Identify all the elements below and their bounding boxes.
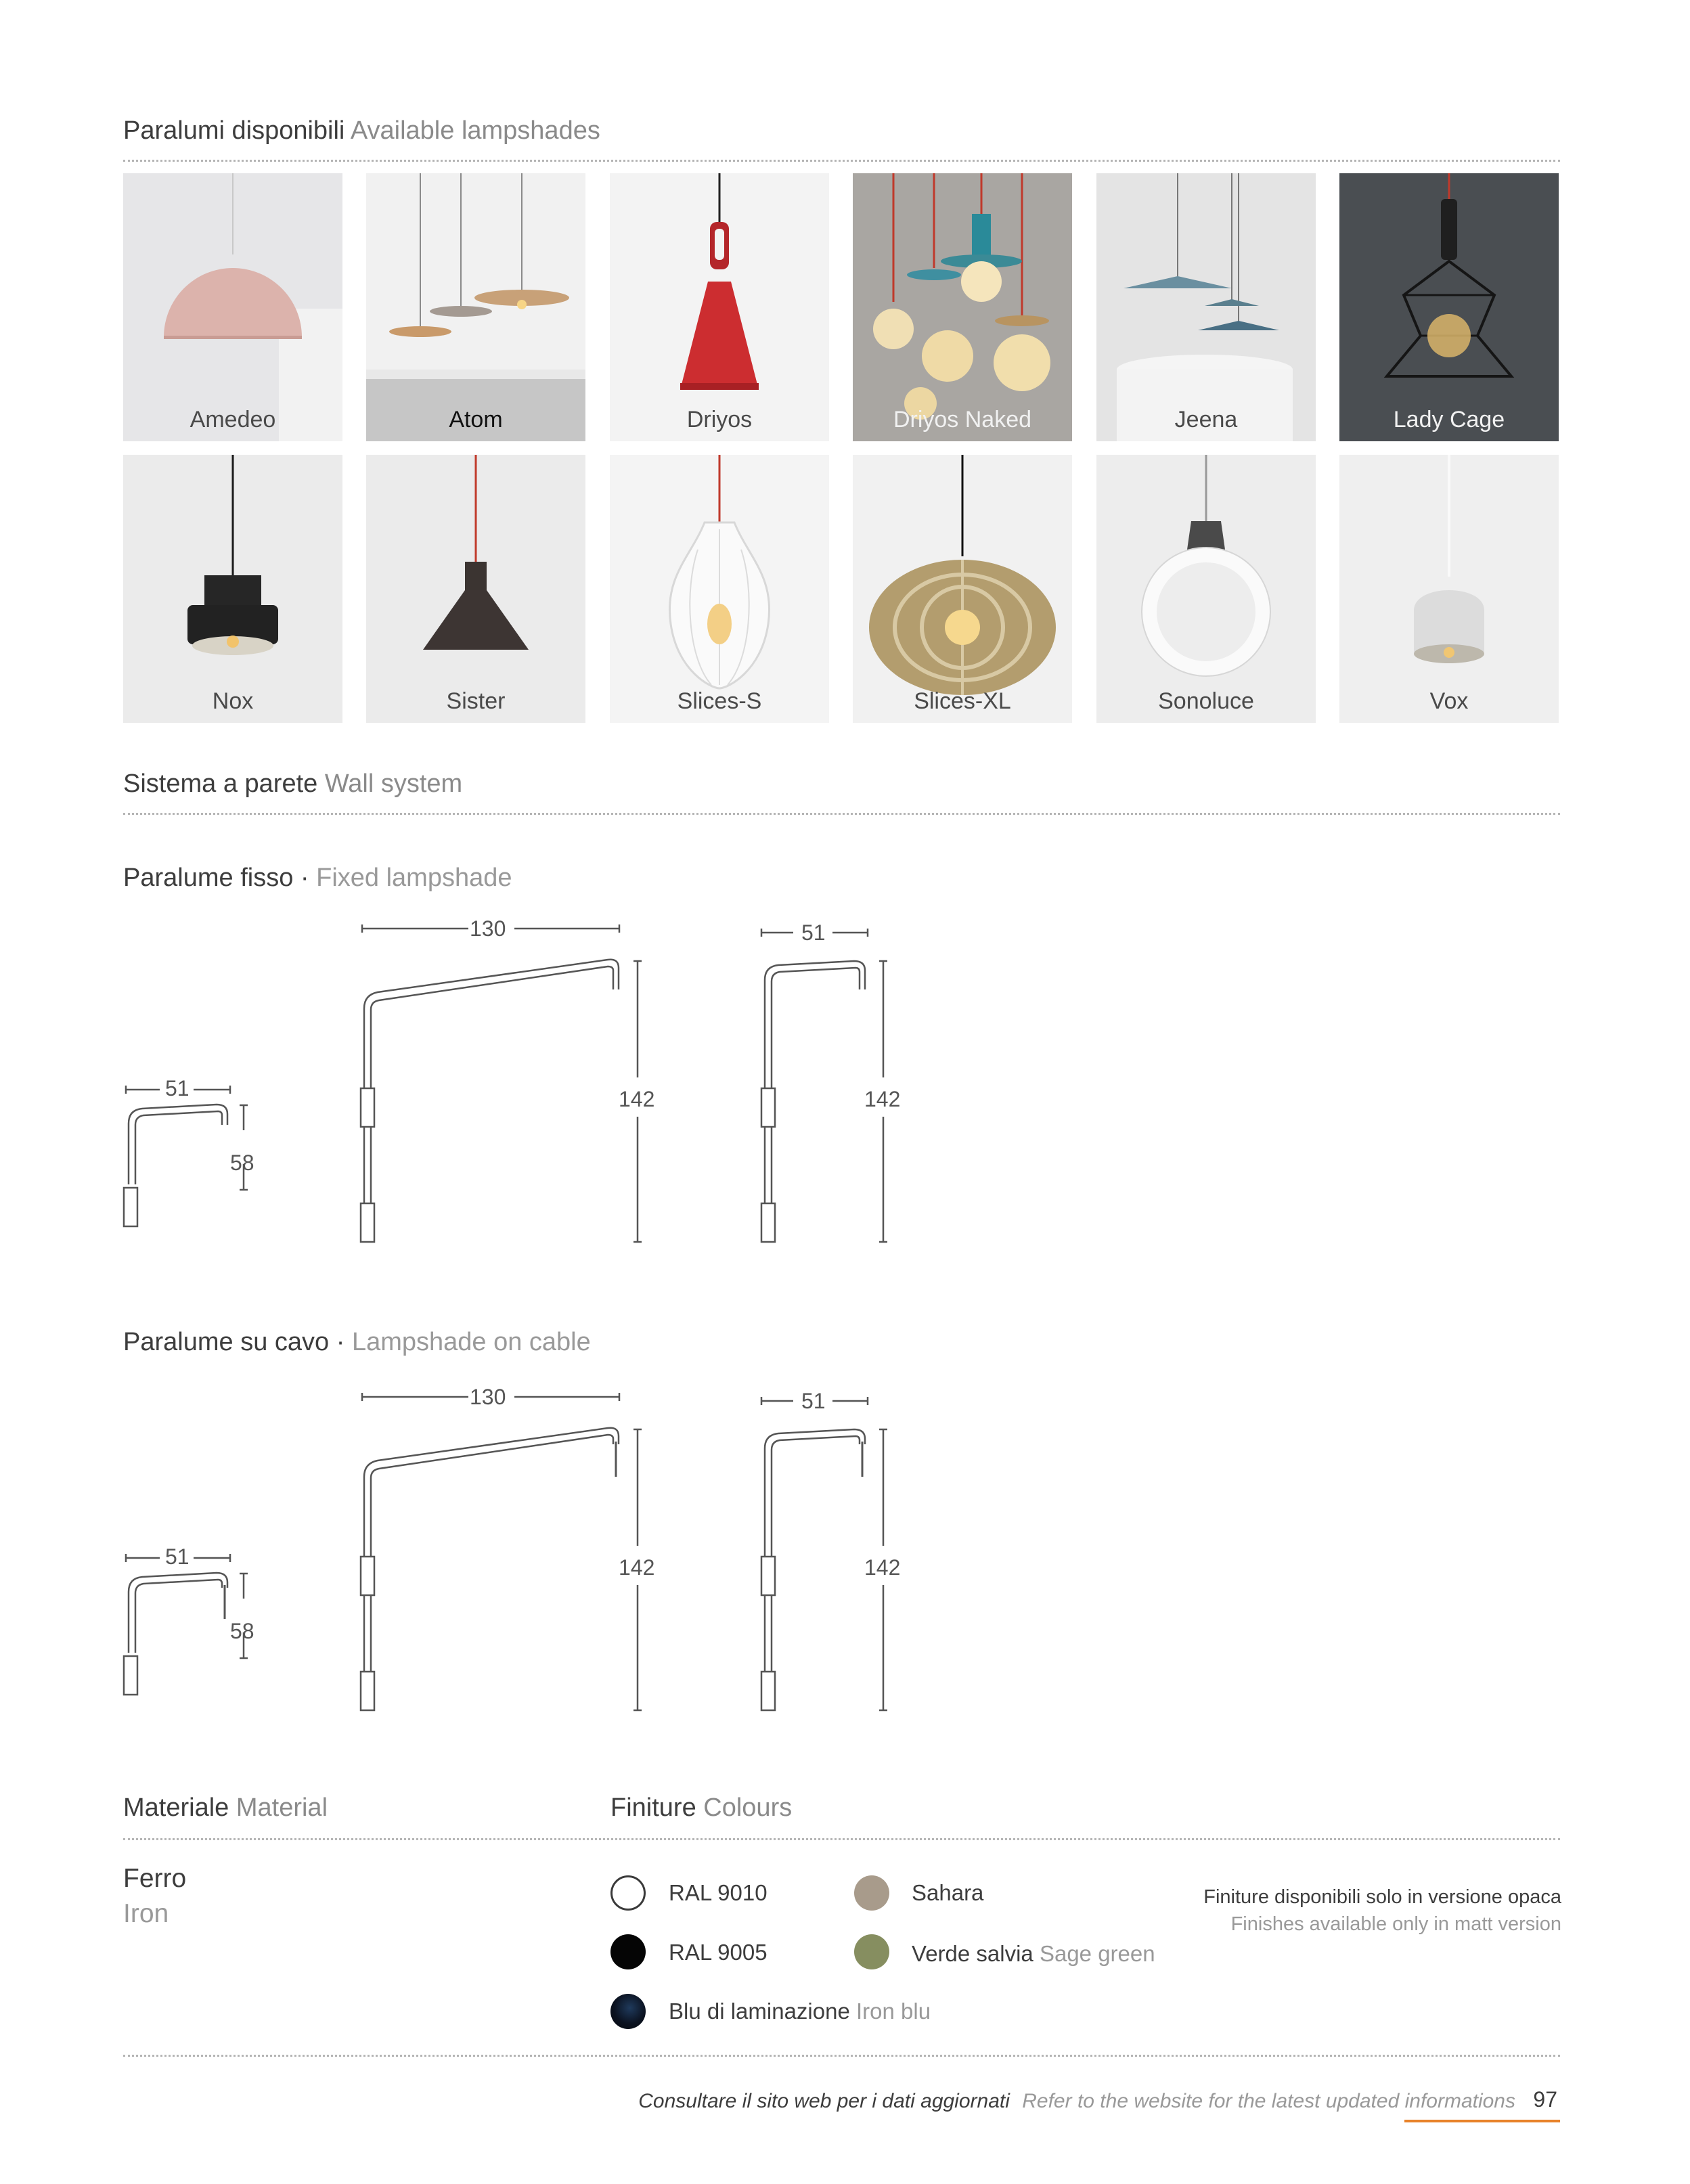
sister-photo <box>366 455 585 723</box>
amedeo-photo <box>123 173 342 441</box>
wall-system-header <box>123 770 462 799</box>
wall-system-title-en: Wall system <box>324 770 463 798</box>
driyos-photo <box>610 173 829 441</box>
swatch-label-it: Sahara <box>912 1880 984 1905</box>
lampshade-label: Sonoluce <box>1158 688 1254 714</box>
finishes-note-en: Finishes available only in matt version <box>1230 1913 1561 1935</box>
title-separator: · <box>336 1328 345 1356</box>
lampshade-label: Amedeo <box>190 407 276 432</box>
atom-photo <box>366 173 585 441</box>
lampshade-tile-driyos <box>610 173 829 441</box>
finishes-title-it: Finiture <box>610 1793 696 1822</box>
cable-title-en: Lampshade on cable <box>351 1328 591 1356</box>
swatch-label-it: Verde salvia <box>912 1941 1033 1966</box>
material-header <box>123 1793 328 1823</box>
slices-xl-photo <box>853 455 1072 723</box>
lampshades-title-en: Available lampshades <box>350 116 600 145</box>
swatch-ral-9005 <box>610 1934 646 1969</box>
dimension-label: 51 <box>165 1544 190 1569</box>
lampshade-tile-vox <box>1339 455 1559 723</box>
swatch-label-it: RAL 9010 <box>669 1880 768 1905</box>
cable-lampshade-drawing <box>0 1368 948 1734</box>
material-value-it: Ferro <box>123 1864 187 1893</box>
fixed-title-it: Paralume fisso <box>123 864 294 892</box>
lampshade-label: Slices-XL <box>914 688 1011 714</box>
divider <box>123 813 1560 815</box>
finishes-title-en: Colours <box>703 1793 793 1822</box>
divider <box>123 1838 1560 1840</box>
footer-text-en: Refer to the website for the latest updated informations <box>1022 2090 1515 2112</box>
swatch-verde-salvia <box>854 1934 889 1969</box>
dimension-label: 51 <box>165 1076 190 1100</box>
swatch-label-en: Sage green <box>1039 1941 1155 1966</box>
lampshade-tile-nox <box>123 455 342 723</box>
swatch-label <box>912 1941 1155 1967</box>
swatch-sahara <box>854 1875 889 1911</box>
dimension-label: 58 <box>230 1151 254 1175</box>
vox-photo <box>1339 455 1559 723</box>
lampshade-label: Slices-S <box>677 688 762 714</box>
fixed-lampshade-drawing <box>0 900 948 1266</box>
lampshade-tile-sonoluce <box>1096 455 1316 723</box>
lampshade-tile-slices-s <box>610 455 829 723</box>
swatch-ral-9010 <box>610 1875 646 1911</box>
dimension-label: 58 <box>230 1619 254 1643</box>
cable-lampshade-title <box>123 1328 591 1357</box>
lampshade-label: Driyos <box>686 407 753 432</box>
lampshade-label: Sister <box>446 688 506 714</box>
swatch-blu-di-laminazione <box>610 1994 646 2029</box>
wall-system-title-it: Sistema a parete <box>123 770 318 798</box>
dimension-label: 142 <box>619 1555 655 1580</box>
finishes-header <box>610 1793 792 1823</box>
lampshades-title-it: Paralumi disponibili <box>123 116 345 145</box>
finishes-note <box>1203 1884 1561 1938</box>
lampshade-tile-lady-cage <box>1339 173 1559 441</box>
lampshade-label: Atom <box>449 407 503 432</box>
footer-accent-line <box>1404 2120 1560 2122</box>
swatch-label-it: Blu di laminazione <box>669 1999 850 2024</box>
footer-text-it: Consultare il sito web per i dati aggiornati <box>638 2090 1010 2112</box>
slices-s-photo <box>610 455 829 723</box>
dimension-label: 51 <box>801 920 826 945</box>
cable-title-it: Paralume su cavo <box>123 1328 330 1356</box>
lampshade-label: Driyos Naked <box>893 407 1032 432</box>
fixed-lampshade-title <box>123 864 512 893</box>
dimension-label: 142 <box>864 1087 901 1111</box>
dimension-label: 51 <box>801 1389 826 1413</box>
fixed-title-en: Fixed lampshade <box>316 864 512 892</box>
dimension-label: 142 <box>864 1555 901 1580</box>
material-value-en: Iron <box>123 1899 169 1928</box>
divider <box>123 2055 1560 2057</box>
lampshade-tile-amedeo <box>123 173 342 441</box>
swatch-label <box>669 1999 931 2024</box>
nox-photo <box>123 455 342 723</box>
dimension-label: 142 <box>619 1087 655 1111</box>
driyos-naked-photo <box>853 173 1072 441</box>
lampshade-tile-atom <box>366 173 585 441</box>
lampshade-tile-sister <box>366 455 585 723</box>
swatch-label-en: Iron blu <box>856 1999 931 2024</box>
lampshade-tile-driyos-naked <box>853 173 1072 441</box>
swatch-label <box>669 1880 768 1906</box>
lampshades-header <box>123 116 600 146</box>
lampshade-tile-jeena <box>1096 173 1316 441</box>
page-number: 97 <box>1533 2087 1557 2112</box>
jeena-photo <box>1096 173 1316 441</box>
lampshade-tile-slices-xl <box>853 455 1072 723</box>
swatch-label-it: RAL 9005 <box>669 1940 768 1965</box>
material-title-en: Material <box>236 1793 328 1822</box>
dimension-label: 130 <box>470 1385 506 1409</box>
swatch-label <box>912 1880 983 1906</box>
lampshade-label: Vox <box>1429 688 1469 714</box>
lady-cage-photo <box>1339 173 1559 441</box>
lampshade-label: Lady Cage <box>1393 407 1505 432</box>
lampshade-label: Nox <box>212 688 254 714</box>
dimension-label: 130 <box>470 916 506 941</box>
finishes-note-it: Finiture disponibili solo in versione opaca <box>1203 1886 1561 1908</box>
title-separator: · <box>300 864 309 892</box>
swatch-label <box>669 1940 768 1965</box>
sonoluce-photo <box>1096 455 1316 723</box>
divider <box>123 160 1560 162</box>
footer-text <box>638 2090 1515 2113</box>
material-title-it: Materiale <box>123 1793 229 1822</box>
lampshade-label: Jeena <box>1174 407 1238 432</box>
